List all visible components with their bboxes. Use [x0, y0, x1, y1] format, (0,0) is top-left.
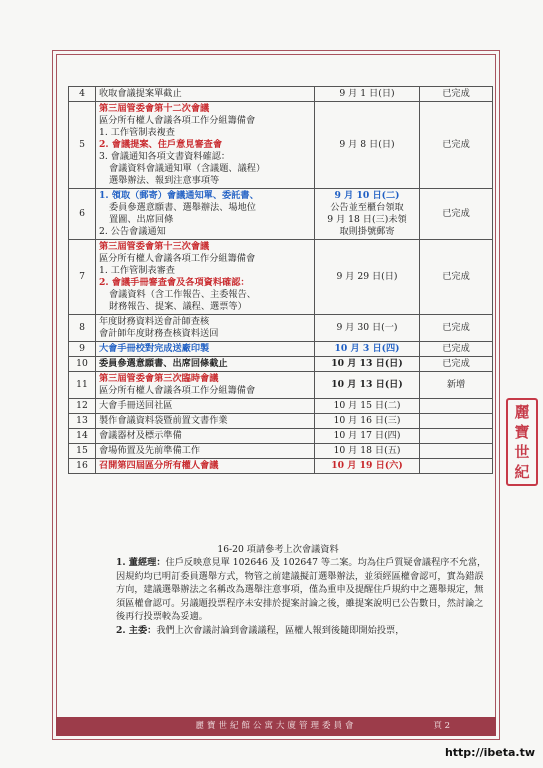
table-row	[69, 429, 493, 444]
row-number: 4	[69, 87, 96, 102]
row-number: 6	[69, 189, 96, 240]
status-cell	[420, 399, 493, 414]
date-line: 10 月 13 日(日)	[331, 379, 403, 390]
status-cell: 已完成	[420, 342, 493, 357]
row-number: 9	[69, 342, 96, 357]
task-line: 會議資料會議通知單（含議題、議程）	[109, 163, 266, 174]
date-cell	[315, 87, 420, 102]
row-number: 15	[69, 444, 96, 459]
row-number: 5	[69, 102, 96, 189]
table-row	[69, 102, 493, 189]
date-line: 10 月 15 日(二)	[333, 400, 401, 411]
footer-bar	[56, 717, 496, 736]
status-cell	[420, 444, 493, 459]
date-line: 9 月 30 日(一)	[336, 322, 398, 333]
task-cell	[96, 342, 315, 357]
date-cell	[315, 357, 420, 372]
task-line: 2. 公告會議通知	[99, 226, 166, 237]
date-line: 10 月 17 日(四)	[333, 430, 401, 441]
task-line: 年度財務資料送會計師查核	[99, 316, 210, 327]
table-row	[69, 342, 493, 357]
table-row	[69, 459, 493, 474]
row-number: 12	[69, 399, 96, 414]
task-cell	[96, 189, 315, 240]
task-line: 收取會議提案單截止	[99, 88, 182, 99]
task-line: 會議器材及標示準備	[99, 430, 182, 441]
date-cell	[315, 429, 420, 444]
note-2: 2. 主委：我們上次會議討論到會議議程，區權人報到後隨即開始投票，	[116, 624, 405, 636]
task-line: 1. 工作管制表審查	[99, 265, 175, 276]
footer-committee-name: 麗寶世紀館公寓大廈管理委員會	[195, 721, 357, 731]
task-line: 第三屆管委會第十二次會議	[99, 103, 210, 114]
task-line: 1. 工作管制表複查	[99, 127, 175, 138]
table-row	[69, 399, 493, 414]
row-number: 7	[69, 240, 96, 315]
date-cell	[315, 102, 420, 189]
task-cell	[96, 399, 315, 414]
date-cell	[315, 444, 420, 459]
date-line: 10 月 13 日(日)	[331, 358, 403, 369]
task-line: 第三屆管委會第三次臨時會議	[99, 373, 219, 384]
date-cell	[315, 240, 420, 315]
task-line: 第三屆管委會第十三次會議	[99, 241, 210, 252]
row-number: 11	[69, 372, 96, 399]
date-line: 10 月 16 日(三)	[333, 415, 401, 426]
date-line: 9 月 29 日(日)	[336, 271, 398, 282]
task-line: 委員參選意願書、選舉辦法、場地位	[109, 202, 256, 213]
date-line: 10 月 18 日(五)	[333, 445, 401, 456]
task-line: 財務報告、提案、議程、選票等）	[109, 301, 247, 312]
task-line: 區分所有權人會議各項工作分組籌備會	[99, 115, 256, 126]
status-cell: 已完成	[420, 240, 493, 315]
status-cell	[420, 429, 493, 444]
page-number: 頁 2	[433, 721, 450, 731]
row-number: 8	[69, 315, 96, 342]
status-cell: 已完成	[420, 102, 493, 189]
watermark-url: http://ibeta.tw	[444, 746, 535, 759]
date-cell	[315, 342, 420, 357]
task-line: 製作會議資料袋暨前置文書作業	[99, 415, 228, 426]
schedule-table	[68, 86, 493, 474]
task-cell	[96, 102, 315, 189]
meeting-notes	[116, 556, 488, 638]
task-line: 置圖、出席回條	[109, 214, 174, 225]
task-cell	[96, 459, 315, 474]
row-number: 10	[69, 357, 96, 372]
table-row	[69, 444, 493, 459]
task-line: 1. 領取（郵寄）會議通知單、委託書、	[99, 190, 259, 201]
table-row	[69, 357, 493, 372]
date-line: 9 月 1 日(日)	[339, 88, 395, 99]
status-cell	[420, 414, 493, 429]
task-line: 委員參選意願書、出席回條截止	[99, 358, 228, 369]
task-line: 2. 會議手冊審查會及各項資料確認：	[99, 277, 250, 288]
reference-note: 16-20 項請參考上次會議資料	[217, 544, 339, 555]
task-cell	[96, 357, 315, 372]
task-line: 區分所有權人會議各項工作分組籌備會	[99, 253, 256, 264]
task-line: 會議資料（含工作報告、主委報告、	[109, 289, 256, 300]
date-line: 9 月 8 日(日)	[339, 139, 395, 150]
task-cell	[96, 429, 315, 444]
task-cell	[96, 414, 315, 429]
status-cell: 已完成	[420, 87, 493, 102]
task-line: 召開第四屆區分所有權人會議	[99, 460, 219, 471]
task-line: 區分所有權人會議各項工作分組籌備會	[99, 385, 256, 396]
task-line: 會場佈置及先前準備工作	[99, 445, 201, 456]
seal-stamp: 麗 寶 世 紀	[506, 398, 538, 486]
task-cell	[96, 315, 315, 342]
date-cell	[315, 414, 420, 429]
row-number: 13	[69, 414, 96, 429]
status-cell: 新增	[420, 372, 493, 399]
status-cell	[420, 459, 493, 474]
date-cell	[315, 315, 420, 342]
date-line: 10 月 19 日(六)	[331, 460, 403, 471]
status-cell: 已完成	[420, 189, 493, 240]
task-line: 會計師年度財務查核資料送回	[99, 328, 219, 339]
table-row	[69, 372, 493, 399]
task-cell	[96, 372, 315, 399]
date-line: 9 月 10 日(二)	[334, 190, 400, 201]
note-1: 1. 董經理：住戶反映意見單 102646 及 102647 等二案。均為住戶質疑會議程序不允當，因規約均已明訂委員選舉方式，物管之前建議擬訂選舉辦法，並須經區權會認可，實為錯誤方向，建議選舉辦法之名稱改為選舉注意事項，僅為重申及提醒住戶規約中之選舉規定，無須區權會認可。另議題投票程序未安排於提案討論之後，雖提案說明已公告數日，然討論之後再行投票較為妥適。	[116, 557, 487, 623]
row-number: 14	[69, 429, 96, 444]
date-line: 取則掛號郵寄	[339, 226, 395, 237]
task-cell	[96, 240, 315, 315]
status-cell: 已完成	[420, 315, 493, 342]
task-cell	[96, 87, 315, 102]
task-line: 選舉辦法、報到注意事項等	[109, 175, 220, 186]
task-line: 2. 會議提案、住戶意見審查會	[99, 139, 223, 150]
task-line: 3. 會議通知各項文書資料確認：	[99, 151, 231, 162]
date-line: 10 月 3 日(四)	[334, 343, 400, 354]
table-row	[69, 240, 493, 315]
date-cell	[315, 399, 420, 414]
date-cell	[315, 459, 420, 474]
date-line: 9 月 18 日(三)未領	[327, 214, 407, 225]
date-cell	[315, 189, 420, 240]
table-row	[69, 414, 493, 429]
task-line: 大會手冊送回社區	[99, 400, 173, 411]
date-cell	[315, 372, 420, 399]
row-number: 16	[69, 459, 96, 474]
task-cell	[96, 444, 315, 459]
table-row	[69, 315, 493, 342]
table-row	[69, 189, 493, 240]
date-line: 公告並至櫃台領取	[330, 202, 404, 213]
status-cell: 已完成	[420, 357, 493, 372]
table-row	[69, 87, 493, 102]
task-line: 大會手冊校對完成送廠印製	[99, 343, 210, 354]
